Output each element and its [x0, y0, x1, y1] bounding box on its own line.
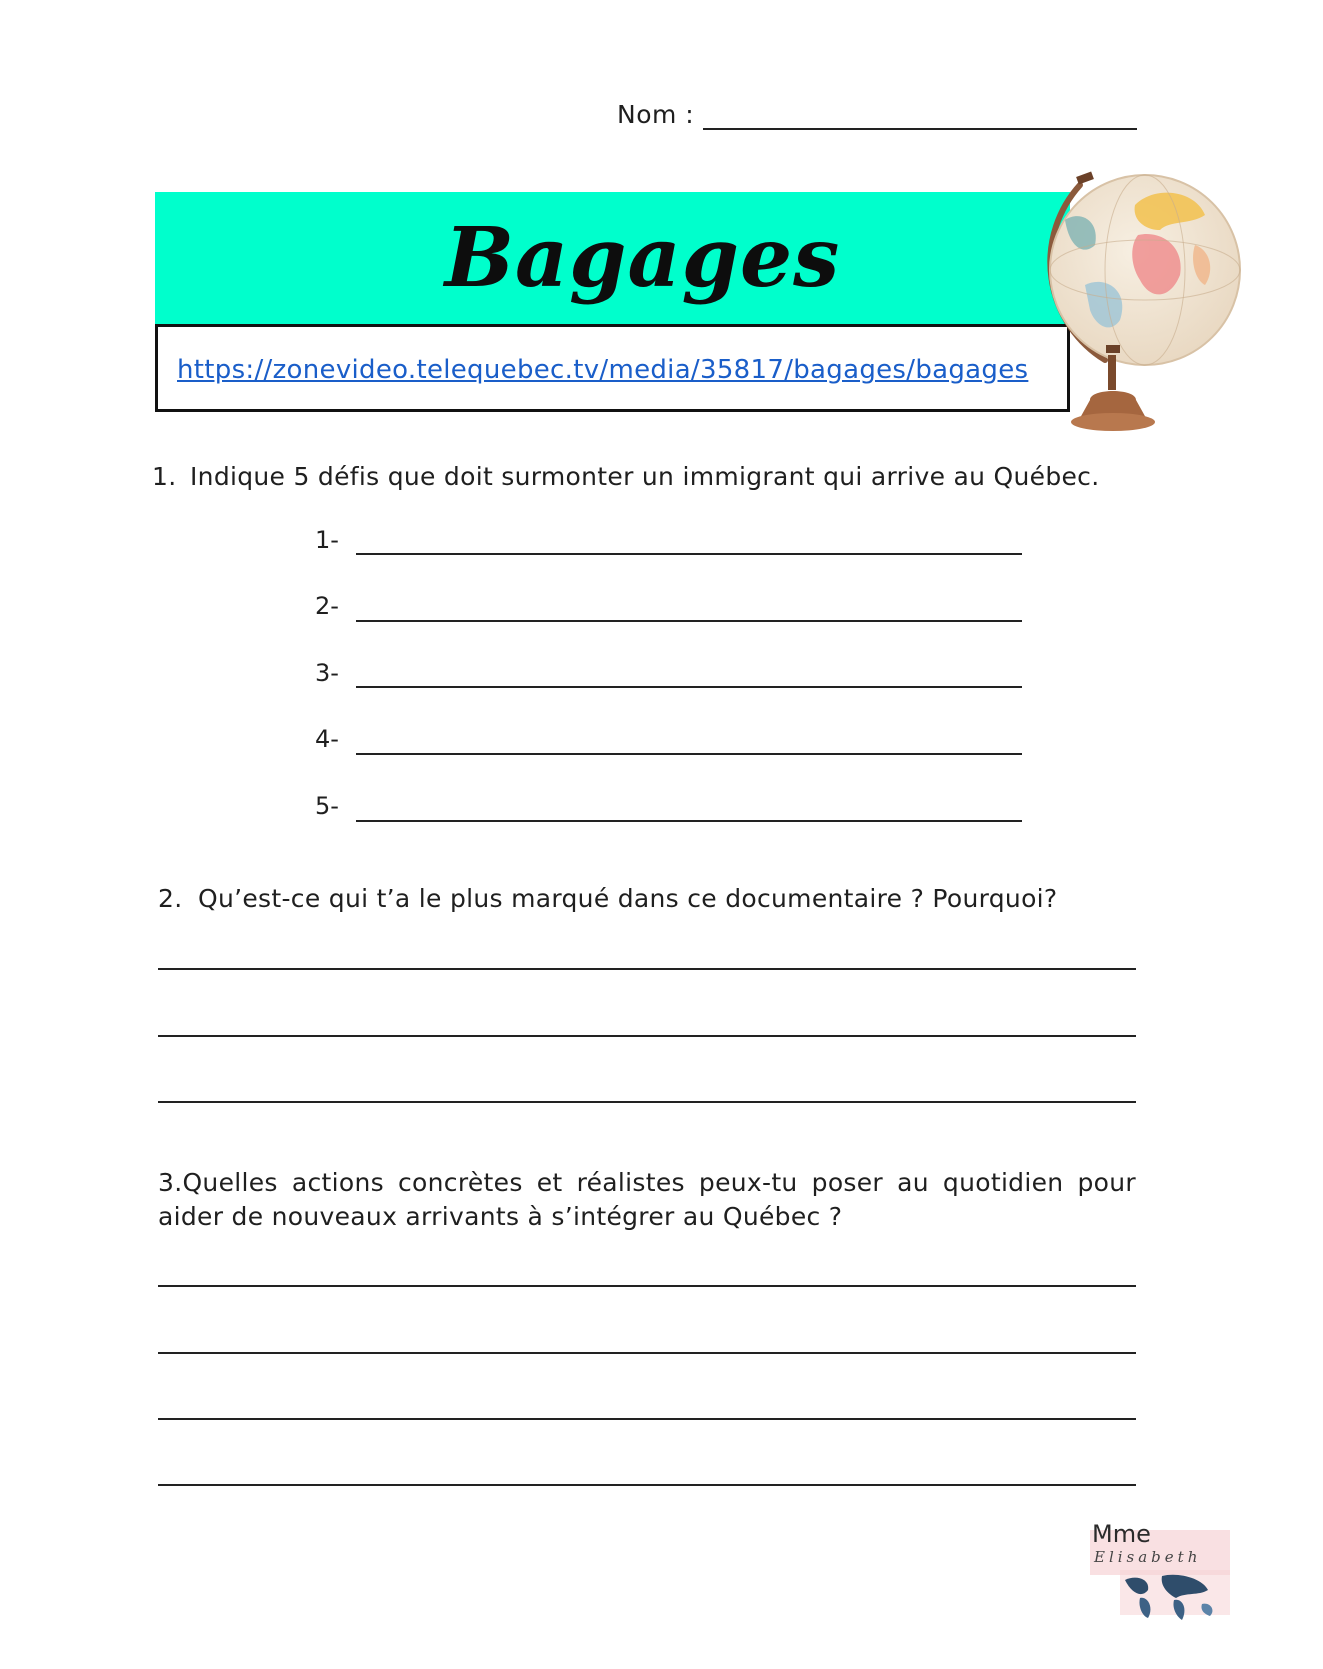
answer-label-4: 4-: [315, 725, 339, 753]
author-logo: [1090, 1520, 1250, 1640]
name-field-line[interactable]: [703, 128, 1137, 130]
video-link[interactable]: https://zonevideo.telequebec.tv/media/35817/bagages/bagages: [177, 355, 1029, 385]
answer-line-1[interactable]: [356, 553, 1022, 555]
q3-answer-line-3[interactable]: [158, 1418, 1136, 1420]
answer-line-3[interactable]: [356, 686, 1022, 688]
answer-label-3: 3-: [315, 659, 339, 687]
q2-answer-line-1[interactable]: [158, 968, 1136, 970]
question-2-text: Qu’est-ce qui t’a le plus marqué dans ce documentaire ? Pourquoi?: [198, 884, 1058, 913]
answer-label-5: 5-: [315, 792, 339, 820]
question-1-text: Indique 5 défis que doit surmonter un immigrant qui arrive au Québec.: [190, 462, 1100, 491]
answer-line-2[interactable]: [356, 620, 1022, 622]
question-2-number: 2.: [158, 884, 183, 913]
name-label: Nom :: [617, 100, 695, 129]
q2-answer-line-2[interactable]: [158, 1035, 1136, 1037]
question-3-text: 3.Quelles actions concrètes et réalistes peux-tu poser au quotidien pour aider de nouveaux arrivants à s’intégrer au Québec ?: [158, 1168, 1136, 1231]
page-title: Bagages: [444, 210, 841, 306]
q2-answer-line-3[interactable]: [158, 1101, 1136, 1103]
q3-answer-line-1[interactable]: [158, 1285, 1136, 1287]
question-1: [152, 462, 1099, 491]
answer-line-4[interactable]: [356, 753, 1022, 755]
question-1-number: 1.: [152, 462, 177, 491]
answer-line-5[interactable]: [356, 820, 1022, 822]
q3-answer-line-4[interactable]: [158, 1484, 1136, 1486]
answer-label-2: 2-: [315, 592, 339, 620]
logo-text: Mme: [1092, 1520, 1151, 1548]
question-2: [158, 884, 1058, 913]
q3-answer-line-2[interactable]: [158, 1352, 1136, 1354]
globe-illustration: [1020, 150, 1250, 460]
answer-label-1: 1-: [315, 526, 339, 554]
logo-script-text: Elisabeth: [1094, 1548, 1202, 1566]
